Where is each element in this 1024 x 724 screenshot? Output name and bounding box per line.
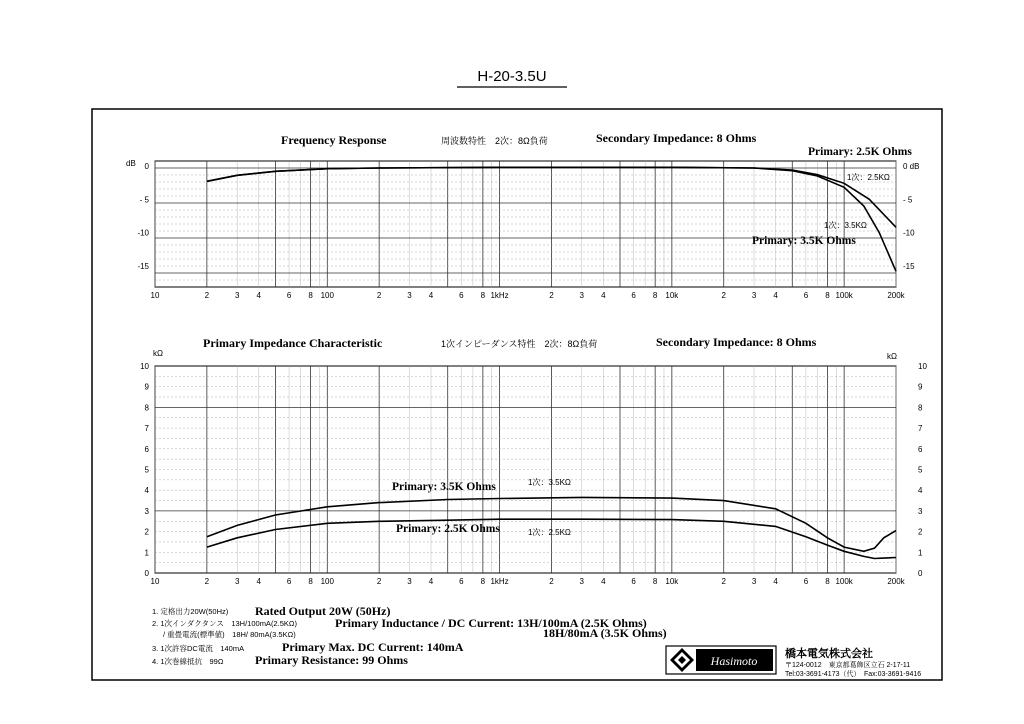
y-tick-label-right: 8 bbox=[918, 403, 923, 413]
x-tick-label: 6 bbox=[286, 577, 292, 586]
y-tick-label-left: - 5 bbox=[139, 195, 149, 205]
y-tick-label-left: 2 bbox=[144, 527, 149, 537]
y-tick-label-right: -15 bbox=[903, 262, 915, 271]
y-tick-label-right: 0 dB bbox=[903, 162, 920, 171]
x-tick-label: 4 bbox=[428, 577, 434, 586]
logo-wordmark: Hasimoto bbox=[710, 654, 758, 668]
x-tick-label: 8 bbox=[652, 577, 658, 586]
specs-block bbox=[152, 604, 667, 667]
x-tick-label: 2 bbox=[721, 291, 726, 300]
spec-2b-en: 18H/80mA (3.5K Ohms) bbox=[543, 626, 667, 640]
y-tick-label-left: -15 bbox=[137, 262, 149, 271]
company-tel-fax: Tel:03-3691-4173（代） Fax:03-3691-9416 bbox=[785, 671, 922, 678]
x-tick-label: 6 bbox=[631, 291, 636, 300]
x-tick-label: 100 bbox=[320, 577, 334, 586]
spec-2-jp: 2. 1次インダクタンス 13H/100mA(2.5KΩ) bbox=[152, 619, 297, 628]
x-tick-label: 100 bbox=[320, 291, 334, 300]
company-block bbox=[666, 646, 921, 678]
imp-label-2-5k-jp: 1次：2.5KΩ bbox=[528, 528, 571, 537]
x-tick-label: 8 bbox=[480, 577, 486, 586]
x-tick-label: 200k bbox=[887, 291, 905, 300]
imp-ylabel-right: kΩ bbox=[887, 352, 897, 361]
y-tick-label-right: 7 bbox=[918, 424, 923, 434]
y-tick-label-right: 3 bbox=[918, 506, 923, 516]
x-tick-label: 8 bbox=[825, 291, 830, 300]
x-tick-label: 8 bbox=[308, 577, 313, 586]
x-tick-label: 4 bbox=[773, 577, 778, 586]
y-tick-label-right: 10 bbox=[918, 362, 927, 371]
x-tick-label: 10k bbox=[665, 577, 679, 586]
x-tick-label: 4 bbox=[428, 291, 434, 300]
spec-4-jp: 4. 1次巻線抵抗 99Ω bbox=[152, 657, 224, 666]
spec-4-en: Primary Resistance: 99 Ohms bbox=[255, 653, 408, 667]
x-tick-label: 2 bbox=[376, 291, 382, 300]
y-tick-label-right: 6 bbox=[918, 444, 923, 454]
imp-title-jp: 1次インピーダンス特性 2次：8Ω負荷 bbox=[441, 339, 598, 349]
x-tick-label: 4 bbox=[601, 577, 606, 586]
y-tick-label-left: 8 bbox=[144, 403, 149, 413]
x-tick-label: 10 bbox=[150, 577, 160, 586]
x-tick-label: 1kHz bbox=[490, 577, 509, 586]
x-tick-label: 2 bbox=[376, 577, 382, 586]
spec-2-en: Primary Inductance / DC Current: 13H/100mA (2.5K Ohms) bbox=[335, 616, 647, 630]
y-tick-label-left: 4 bbox=[144, 486, 149, 496]
fr-title-jp: 周波数特性 2次：8Ω負荷 bbox=[441, 136, 548, 146]
x-tick-label: 6 bbox=[631, 577, 636, 586]
x-tick-label: 10 bbox=[150, 291, 160, 300]
x-tick-label: 2 bbox=[549, 291, 554, 300]
x-tick-label: 10k bbox=[665, 291, 679, 300]
imp-grid bbox=[155, 366, 896, 573]
fr-label-3-5k-jp: 1次：3.5KΩ bbox=[824, 221, 867, 230]
company-name: 橋本電気株式会社 bbox=[785, 648, 873, 660]
company-logo-icon bbox=[670, 648, 694, 672]
y-tick-label-right: 2 bbox=[918, 527, 923, 537]
fr-label-2-5k-en: Primary: 2.5K Ohms bbox=[808, 146, 912, 158]
spec-3-jp: 3. 1次許容DC電流 140mA bbox=[152, 644, 245, 653]
y-tick-label-right: -10 bbox=[903, 228, 915, 238]
fr-subtitle: Secondary Impedance: 8 Ohms bbox=[596, 131, 757, 145]
imp-title: Primary Impedance Characteristic bbox=[203, 336, 383, 350]
spec-1-en: Rated Output 20W (50Hz) bbox=[255, 604, 391, 618]
y-tick-label-left: -10 bbox=[137, 228, 149, 238]
imp-subtitle: Secondary Impedance: 8 Ohms bbox=[656, 335, 817, 349]
y-tick-label-left: 1 bbox=[144, 548, 149, 558]
fr-ylabel-left: dB bbox=[126, 159, 136, 168]
sheet-frame bbox=[92, 109, 942, 680]
x-tick-label: 6 bbox=[803, 577, 809, 586]
y-tick-label-right: 4 bbox=[918, 486, 923, 496]
y-tick-label-right: 1 bbox=[918, 548, 923, 558]
fr-label-3-5k-en: Primary: 3.5K Ohms bbox=[752, 235, 856, 247]
y-tick-label-left: 0 bbox=[144, 569, 149, 578]
y-tick-label-right: 9 bbox=[918, 382, 923, 392]
x-tick-label: 3 bbox=[751, 291, 757, 300]
x-tick-label: 3 bbox=[579, 577, 584, 586]
imp-label-3-5k-en: Primary: 3.5K Ohms bbox=[392, 481, 496, 493]
x-tick-label: 1kHz bbox=[490, 291, 509, 300]
x-tick-label: 6 bbox=[459, 577, 464, 586]
x-tick-label: 3 bbox=[751, 577, 757, 586]
y-tick-label-right: 0 bbox=[918, 569, 923, 578]
spec-1-jp: 1. 定格出力20W(50Hz) bbox=[152, 607, 229, 616]
x-tick-label: 2 bbox=[549, 577, 554, 586]
company-address: 〒124-0012 東京都葛飾区立石 2-17-11 bbox=[785, 662, 911, 669]
impedance-chart bbox=[140, 335, 927, 586]
y-tick-label-left: 0 bbox=[144, 162, 149, 171]
imp-label-3-5k-jp: 1次：3.5KΩ bbox=[528, 478, 571, 487]
frequency-response-chart bbox=[126, 131, 919, 300]
x-tick-label: 8 bbox=[480, 291, 486, 300]
fr-label-2-5k-jp: 1次：2.5KΩ bbox=[847, 173, 890, 182]
x-tick-label: 2 bbox=[204, 291, 210, 300]
y-tick-label-left: 6 bbox=[144, 444, 149, 454]
x-tick-label: 8 bbox=[308, 291, 313, 300]
x-tick-label: 4 bbox=[601, 291, 606, 300]
y-tick-label-left: 3 bbox=[144, 506, 149, 516]
fr-title: Frequency Response bbox=[281, 133, 387, 147]
x-tick-label: 6 bbox=[803, 291, 809, 300]
x-tick-label: 3 bbox=[234, 577, 240, 586]
x-tick-label: 4 bbox=[773, 291, 778, 300]
y-tick-label-left: 10 bbox=[140, 362, 149, 371]
spec-3-en: Primary Max. DC Current: 140mA bbox=[282, 640, 464, 654]
x-tick-label: 100k bbox=[835, 291, 853, 300]
y-tick-label-left: 5 bbox=[144, 465, 149, 475]
x-tick-label: 6 bbox=[459, 291, 464, 300]
imp-label-2-5k-en: Primary: 2.5K Ohms bbox=[396, 523, 500, 535]
y-tick-label-left: 9 bbox=[144, 382, 149, 392]
y-tick-label-left: 7 bbox=[144, 424, 149, 434]
spec-2b-jp: / 重畳電流(標準値) 18H/ 80mA(3.5KΩ) bbox=[163, 630, 296, 639]
x-tick-label: 100k bbox=[835, 577, 853, 586]
imp-x-axis bbox=[151, 577, 906, 586]
x-tick-label: 4 bbox=[256, 291, 261, 300]
fr-x-axis bbox=[151, 291, 906, 300]
x-tick-label: 200k bbox=[887, 577, 905, 586]
y-tick-label-right: - 5 bbox=[903, 195, 913, 205]
fr-grid bbox=[155, 161, 896, 287]
x-tick-label: 3 bbox=[407, 291, 412, 300]
x-tick-label: 3 bbox=[407, 577, 412, 586]
fr-y-axis bbox=[137, 162, 919, 271]
y-tick-label-right: 5 bbox=[918, 465, 923, 475]
x-tick-label: 8 bbox=[825, 577, 830, 586]
x-tick-label: 2 bbox=[204, 577, 210, 586]
x-tick-label: 4 bbox=[256, 577, 261, 586]
x-tick-label: 6 bbox=[286, 291, 292, 300]
x-tick-label: 8 bbox=[652, 291, 658, 300]
imp-ylabel-left: kΩ bbox=[153, 349, 163, 358]
x-tick-label: 2 bbox=[721, 577, 726, 586]
page-title: H-20-3.5U bbox=[477, 68, 547, 85]
x-tick-label: 3 bbox=[579, 291, 584, 300]
imp-y-axis bbox=[140, 362, 927, 578]
x-tick-label: 3 bbox=[234, 291, 240, 300]
